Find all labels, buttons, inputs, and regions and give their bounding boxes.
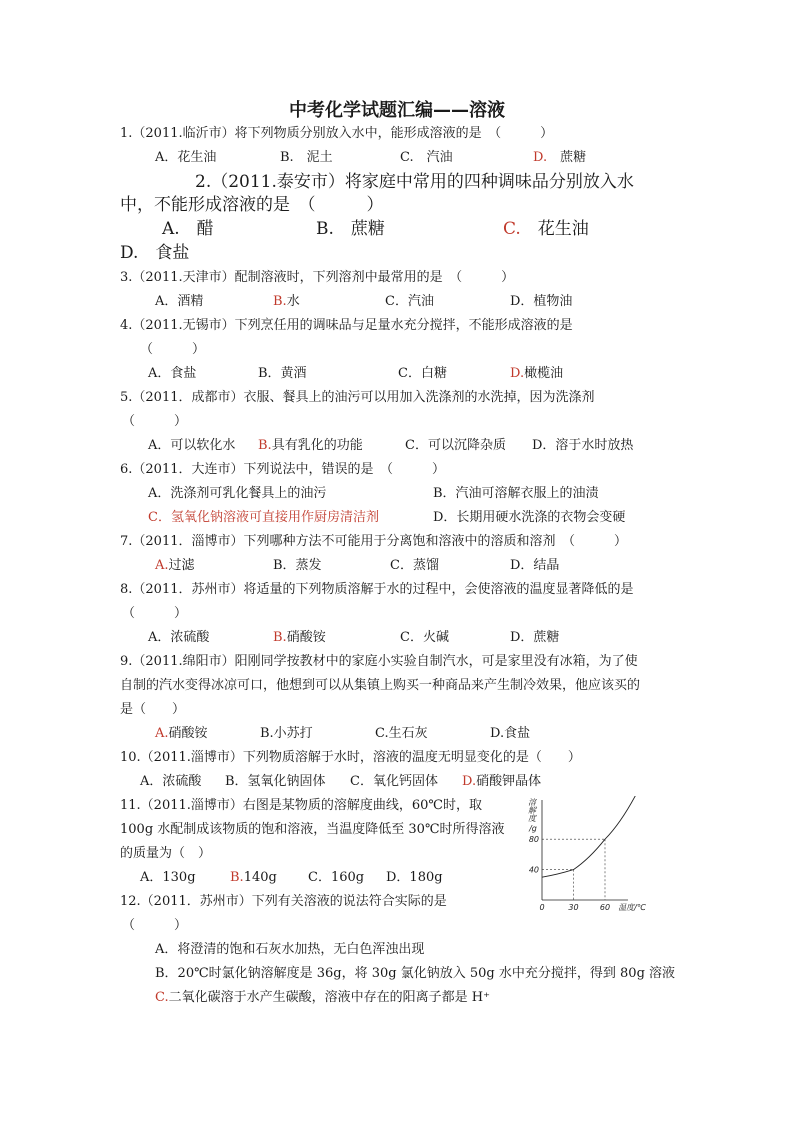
solubility-curve: [542, 796, 637, 877]
q9-option-a-letter: A.: [155, 726, 169, 741]
q10-option-d-text: 硝酸钾晶体: [476, 774, 542, 789]
q9-option-c: C.生石灰: [375, 726, 428, 741]
q3-option-c: C．汽油: [385, 294, 434, 309]
y-axis-label-char: 溶: [528, 798, 536, 807]
q7-option-b: B．蒸发: [273, 558, 322, 573]
x-tick-label: 0: [539, 903, 545, 912]
q7-option-a-text: 过滤: [168, 558, 195, 573]
x-axis-label: 温度/℃: [618, 903, 646, 912]
q3-option-b-text: 水: [286, 294, 300, 309]
question-11-stem-line3: 的质量为（ ）: [120, 846, 212, 861]
q1-option-d-letter: D.: [533, 150, 548, 165]
question-5-stem: 5.（2011．成都市）衣服、餐具上的油污可以用加入洗涤剂的水洗掉，因为洗涤剂: [120, 390, 595, 405]
question-11-stem-line1: 11.（2011.淄博市）右图是某物质的溶解度曲线，60℃时，取: [120, 798, 482, 813]
q11-option-b: [230, 870, 277, 886]
q11-option-b-letter: B.: [230, 870, 244, 885]
q6-option-d: D．长期用硬水洗涤的衣物会变硬: [433, 510, 626, 525]
q9-option-a: [155, 726, 208, 742]
q4-option-a: A．食盐: [148, 366, 197, 381]
q4-option-b: B．黄酒: [258, 366, 307, 381]
x-tick-label: 60: [599, 903, 611, 912]
q12-option-c-text: 二氧化碳溶于水产生碳酸，溶液中存在的阳离子都是 H⁺: [168, 990, 490, 1005]
question-4-stem: 4.（2011.无锡市）下列烹任用的调味品与足量水充分搅拌，不能形成溶液的是: [120, 318, 573, 333]
q1-option-c: C. 汽油: [400, 150, 453, 165]
question-4-paren: （ ）: [140, 342, 206, 357]
q7-option-c: C．蒸馏: [390, 558, 439, 573]
q10-option-c: C．氧化钙固体: [350, 774, 438, 789]
q10-option-a: A．浓硫酸: [140, 774, 202, 789]
q1-option-d-text: 蔗糖: [547, 150, 587, 165]
q5-option-c: C．可以沉降杂质: [405, 438, 506, 453]
question-7-stem: 7.（2011．淄博市）下列哪种方法不可能用于分离饱和溶液中的溶质和溶剂 （ ）: [120, 534, 627, 549]
q2-option-c-text: 花生油: [520, 219, 589, 239]
q7-option-d: D．结晶: [510, 558, 560, 573]
q1-option-b: B. 泥土: [280, 150, 333, 165]
q5-option-b-letter: B.: [258, 438, 272, 453]
q3-option-d: D．植物油: [510, 294, 573, 309]
q8-option-c: C．火碱: [400, 630, 449, 645]
q5-option-b-text: 具有乳化的功能: [271, 438, 363, 453]
question-10-stem: 10.（2011.淄博市）下列物质溶解于水时，溶液的温度无明显变化的是（ ）: [120, 750, 581, 765]
q6-option-b: B．汽油可溶解衣服上的油渍: [433, 486, 599, 501]
q5-option-b: [258, 438, 363, 454]
page-title: 中考化学试题汇编——溶液: [289, 100, 505, 121]
q10-option-b: B．氢氧化钠固体: [225, 774, 326, 789]
q2-option-c: [503, 218, 589, 240]
q8-option-a: A．浓硫酸: [148, 630, 210, 645]
y-axis-label-char: 解: [528, 806, 536, 815]
q2-option-d: D. 食盐: [120, 243, 190, 263]
q10-option-d: [462, 774, 541, 790]
q12-option-c: [155, 990, 490, 1006]
question-8-stem: 8.（2011．苏州市）将适量的下列物质溶解于水的过程中，会使溶液的温度显著降低的是: [120, 582, 634, 597]
question-2-stem-line2: 中，不能形成溶液的是 （ ）: [120, 195, 384, 215]
x-tick-label: 30: [568, 903, 579, 912]
q2-option-a: A. 醋: [162, 219, 214, 239]
question-11-stem-line2: 100g 水配制成该物质的饱和溶液，当温度降低至 30℃时所得溶液: [120, 822, 505, 837]
q6-option-a: A．洗涤剂可乳化餐具上的油污: [148, 486, 327, 501]
q11-option-b-text: 140g: [243, 870, 277, 885]
q4-option-c: C．白糖: [398, 366, 447, 381]
q2-option-c-letter: C.: [503, 219, 521, 239]
q9-option-a-text: 硝酸铵: [168, 726, 208, 741]
q6-option-c: C．氢氧化钠溶液可直接用作厨房清洁剂: [148, 510, 379, 525]
q8-option-b-letter: B.: [273, 630, 287, 645]
question-9-stem-line2: 自制的汽水变得冰凉可口，他想到可以从集镇上购买一种商品来产生制冷效果，他应该买的: [120, 678, 641, 693]
question-6-stem: 6.（2011．大连市）下列说法中，错误的是 （ ）: [120, 462, 445, 477]
q3-option-b-letter: B.: [273, 294, 287, 309]
q9-option-d: D.食盐: [490, 726, 531, 741]
q1-option-a: A．花生油: [155, 150, 217, 165]
y-axis-unit: /g: [529, 824, 537, 833]
q12-option-b: B．20℃时氯化钠溶解度是 36g，将 30g 氯化钠放入 50g 水中充分搅拌，得到 80g 溶液: [155, 966, 676, 981]
q3-option-a: A．酒精: [155, 294, 204, 309]
q7-option-a-letter: A.: [155, 558, 169, 573]
q8-option-b-text: 硝酸铵: [286, 630, 326, 645]
q9-option-b: B.小苏打: [260, 726, 313, 741]
question-9-stem-line1: 9.（2011.绵阳市）阳刚同学按教材中的家庭小实验自制汽水，可是家里没有冰箱，为了使: [120, 654, 638, 669]
y-tick-label: 40: [528, 865, 539, 875]
q4-option-d-text: 橄榄油: [524, 366, 564, 381]
question-1-stem: 1.（2011.临沂市）将下列物质分别放入水中，能形成溶液的是 （ ）: [120, 126, 554, 141]
q12-option-a: A．将澄清的饱和石灰水加热，无白色浑浊出现: [155, 942, 425, 957]
q10-option-d-letter: D.: [462, 774, 477, 789]
q5-option-a: A．可以软化水: [148, 438, 236, 453]
q12-option-c-letter: C.: [155, 990, 169, 1005]
q3-option-b: [273, 294, 300, 310]
q11-option-d: D．180g: [386, 870, 443, 885]
q11-option-a: A．130g: [140, 870, 196, 885]
q4-option-d-letter: D.: [510, 366, 525, 381]
question-2-stem-line1: 2.（2011.泰安市）将家庭中常用的四种调味品分别放入水: [195, 172, 634, 192]
question-5-paren: （ ）: [122, 414, 188, 429]
question-9-stem-line3: 是（ ）: [120, 702, 186, 717]
q7-option-a: [155, 558, 195, 574]
solubility-curve-chart: [520, 796, 665, 918]
question-12-stem: 12.（2011．苏州市）下列有关溶液的说法符合实际的是: [120, 894, 447, 909]
question-8-paren: （ ）: [122, 606, 188, 621]
q5-option-d: D．溶于水时放热: [532, 438, 634, 453]
q8-option-b: [273, 630, 326, 646]
q4-option-d: [510, 366, 563, 382]
q11-option-c: C．160g: [308, 870, 365, 885]
question-12-paren: （ ）: [122, 918, 188, 933]
q8-option-d: D．蔗糖: [510, 630, 560, 645]
y-tick-label: 80: [528, 835, 539, 845]
q1-option-d: [533, 150, 586, 166]
y-axis-label-char: 度: [528, 814, 536, 823]
question-3-stem: 3.（2011.天津市）配制溶液时，下列溶剂中最常用的是 （ ）: [120, 270, 515, 285]
q2-option-b: B. 蔗糖: [316, 219, 385, 239]
